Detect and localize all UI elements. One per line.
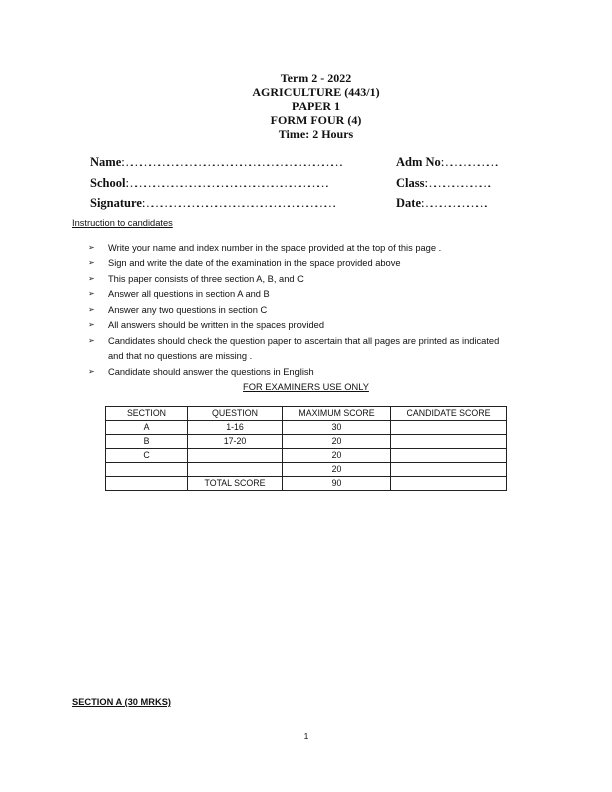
instruction-item: All answers should be written in the spaces provided [108,320,325,330]
cell [188,449,283,463]
cell [106,477,188,491]
field-row [90,176,540,197]
adm-no-field[interactable]: Adm No : ……………….. [396,155,495,169]
bullet-icon: ➢ [88,258,95,267]
table-row [106,435,507,449]
bullet-icon: ➢ [88,320,95,329]
subject: AGRICULTURE (443/1) [252,85,380,99]
candidate-score-cell[interactable] [391,463,507,477]
candidate-score-cell[interactable] [391,449,507,463]
table-total-row [106,477,507,491]
cell: 20 [283,463,391,477]
candidate-score-cell[interactable] [391,477,507,491]
instruction-item: Answer any two questions in section C [108,305,268,315]
instruction-item-continued: and that no questions are missing . [108,351,253,361]
class-field[interactable]: Class : …………………... [396,175,488,190]
time: Time: 2 Hours [278,127,354,141]
instruction-item: Answer all questions in section A and B [108,289,270,299]
field-row [90,155,540,176]
candidate-fields [90,155,540,217]
section-a-heading: SECTION A (30 MRKS) [72,697,172,707]
cell: 30 [283,421,391,435]
form: FORM FOUR (4) [270,113,362,127]
instructions-title: Instruction to candidates [72,218,173,228]
header-cell: SECTION [106,407,188,421]
date-field[interactable]: Date : …………………... [396,196,484,210]
cell: 1-16 [188,421,283,435]
cell: 20 [283,435,391,449]
school-field[interactable]: School : …………………………………………………………. [90,175,326,190]
cell: C [106,449,188,463]
examiners-title: FOR EXAMINERS USE ONLY [243,382,369,392]
cell: B [106,435,188,449]
bullet-icon: ➢ [88,305,95,314]
candidate-score-cell[interactable] [391,435,507,449]
score-table [105,406,507,491]
header-cell: CANDIDATE SCORE [391,407,507,421]
cell: A [106,421,188,435]
instruction-item: Sign and write the date of the examination in the space provided above [108,258,401,268]
cell: 17-20 [188,435,283,449]
instruction-item: Candidates should check the question paper to ascertain that all pages are printed as indicated [108,336,500,346]
cell: TOTAL SCORE [188,477,283,491]
bullet-icon: ➢ [88,336,95,345]
field-row [90,196,540,217]
header-cell: MAXIMUM SCORE [283,407,391,421]
signature-field[interactable]: Signature : ………………………………………………………. [90,196,333,210]
bullet-icon: ➢ [88,367,95,376]
bullet-icon: ➢ [88,289,95,298]
cell [106,463,188,477]
bullet-icon: ➢ [88,243,95,252]
table-row [106,463,507,477]
paper: PAPER 1 [291,99,341,113]
table-header-row [106,407,507,421]
header-cell: QUESTION [188,407,283,421]
page-number: 1 [303,731,309,741]
table-row [106,421,507,435]
instruction-item: Write your name and index number in the space provided at the top of this page . [108,243,442,253]
cell [188,463,283,477]
cell: 90 [283,477,391,491]
instruction-item: Candidate should answer the questions in English [108,367,314,377]
instruction-item: This paper consists of three section A, B, and C [108,274,304,284]
cell: 20 [283,449,391,463]
term: Term 2 - 2022 [280,71,352,85]
name-field[interactable]: Name : ………………………………………………………………. [90,155,340,169]
table-row [106,449,507,463]
bullet-icon: ➢ [88,274,95,283]
candidate-score-cell[interactable] [391,421,507,435]
